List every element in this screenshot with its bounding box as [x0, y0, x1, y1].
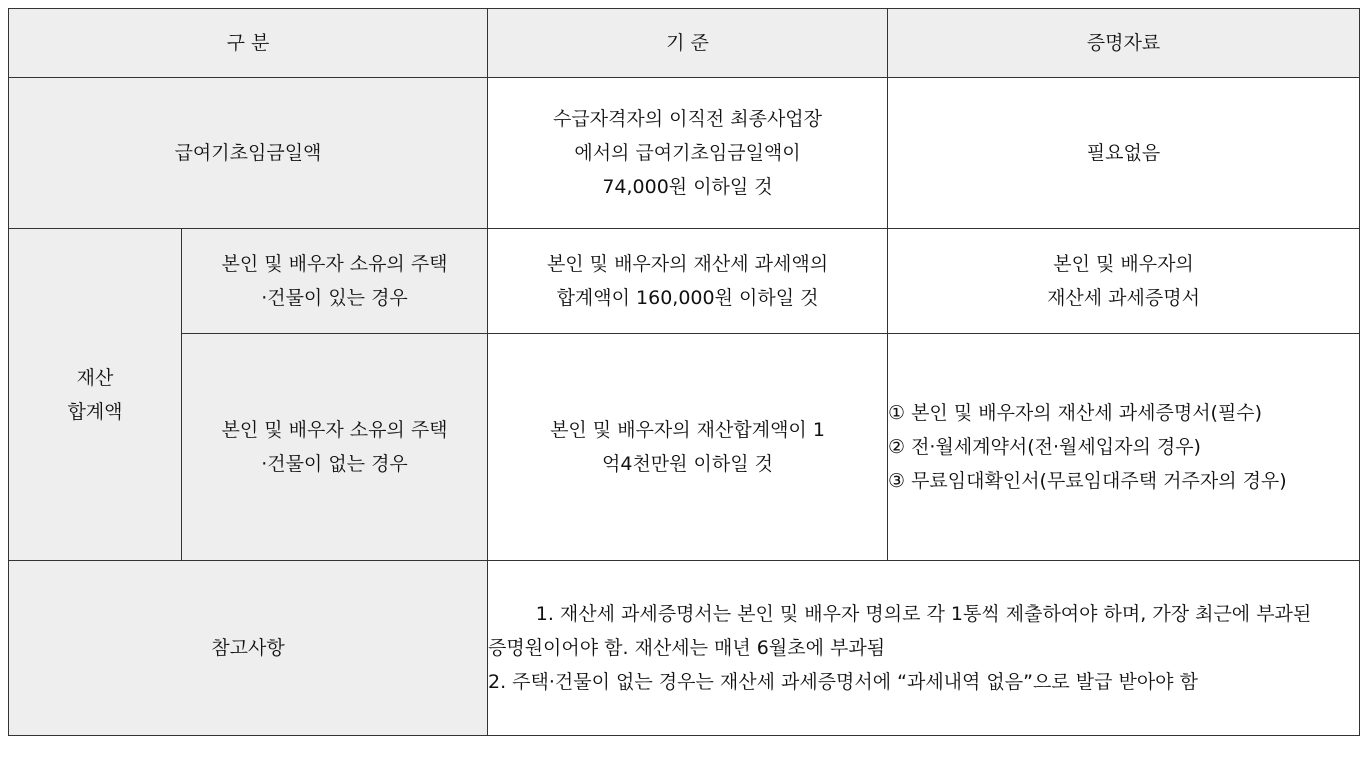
header-evidence: 증명자료 — [888, 9, 1360, 78]
property-label — [9, 229, 182, 561]
property-without-house-row — [9, 334, 1360, 561]
with-house-criteria — [488, 229, 888, 334]
notes-item: 1. 재산세 과세증명서는 본인 및 배우자 명의로 각 1통씩 제출하여야 하며, 가장 최근에 부과된 증명원이어야 함. 재산세는 매년 6월초에 부과됨 — [488, 603, 1312, 659]
notes-row — [9, 561, 1360, 736]
header-category: 구 분 — [9, 9, 488, 78]
without-house-evidence — [888, 334, 1360, 561]
property-label-line: 재산 — [76, 366, 114, 389]
header-row — [9, 9, 1360, 78]
property-label-line: 합계액 — [67, 400, 123, 423]
wage-row — [9, 78, 1360, 229]
wage-evidence: 필요없음 — [888, 78, 1360, 229]
wage-criteria-line: 수급자격자의 이직전 최종사업장 — [552, 108, 823, 130]
without-house-evidence-item: ② 전·월세계약서(전·월세입자의 경우) — [888, 436, 1201, 458]
with-house-label — [182, 229, 488, 334]
without-house-evidence-item: ① 본인 및 배우자의 재산세 과세증명서(필수) — [888, 402, 1263, 424]
without-house-criteria — [488, 334, 888, 561]
with-house-evidence-line: 본인 및 배우자의 — [1053, 253, 1194, 275]
notes-label: 참고사항 — [9, 561, 488, 736]
without-house-criteria-line: 본인 및 배우자의 재산합계액이 1 — [550, 419, 825, 441]
with-house-label-line: ·건물이 있는 경우 — [261, 287, 408, 309]
wage-criteria — [488, 78, 888, 229]
without-house-evidence-item: ③ 무료임대확인서(무료임대주택 거주자의 경우) — [888, 470, 1287, 492]
header-criteria: 기 준 — [488, 9, 888, 78]
with-house-criteria-line: 합계액이 160,000원 이하일 것 — [556, 287, 819, 309]
without-house-label — [182, 334, 488, 561]
with-house-criteria-line: 본인 및 배우자의 재산세 과세액의 — [546, 253, 829, 275]
with-house-label-line: 본인 및 배우자 소유의 주택 — [221, 253, 448, 275]
notes-content — [488, 561, 1360, 736]
notes-item: 2. 주택·건물이 없는 경우는 재산세 과세증명서에 “과세내역 없음”으로 발급 받아야 함 — [488, 671, 1198, 693]
without-house-label-line: ·건물이 없는 경우 — [261, 453, 408, 475]
without-house-label-line: 본인 및 배우자 소유의 주택 — [221, 419, 448, 441]
eligibility-table — [8, 8, 1360, 736]
with-house-evidence-line: 재산세 과세증명서 — [1047, 287, 1200, 309]
with-house-evidence — [888, 229, 1360, 334]
wage-criteria-line: 74,000원 이하일 것 — [602, 176, 773, 198]
property-with-house-row — [9, 229, 1360, 334]
wage-criteria-line: 에서의 급여기초임금일액이 — [574, 142, 801, 164]
wage-label: 급여기초임금일액 — [9, 78, 488, 229]
without-house-criteria-line: 억4천만원 이하일 것 — [602, 453, 773, 475]
